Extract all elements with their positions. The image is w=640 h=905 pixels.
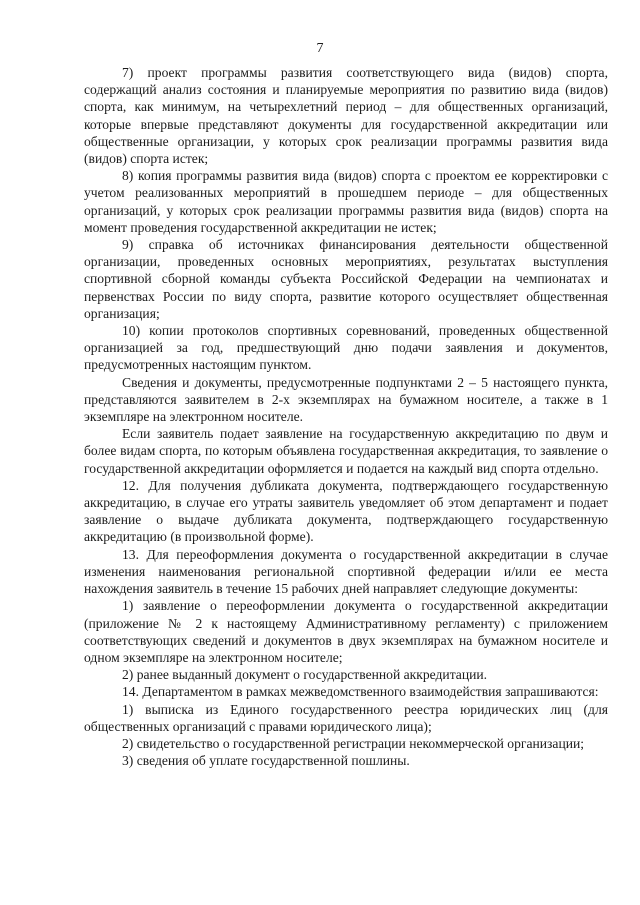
- document-body: [84, 64, 608, 769]
- paragraph-section-13-item-1: 1) заявление о переоформлении документа о государственной аккредитации (приложение № 2 к настоящему Административному регламенту) с приложением соответствующих сведений и документов в двух экземплярах на бумажном носителе и одном экземпляре на электронном носителе;: [84, 598, 608, 665]
- paragraph-item-10: 10) копии протоколов спортивных соревнований, проведенных общественной организацией за год, предшествующий дню подачи заявления и документов, предусмотренных настоящим пунктом.: [84, 323, 608, 373]
- paragraph-section-14: 14. Департаментом в рамках межведомственного взаимодействия запрашиваются:: [122, 684, 599, 700]
- paragraph-item-7: 7) проект программы развития соответствующего вида (видов) спорта, содержащий анализ состояния и планируемые мероприятия по развитию вида (видов) спорта, как минимум, на четырехлетний период – для общественных организаций, которые впервые представляют документы для государственной аккредитации или общественные организации, у которых срок реализации программы развития вида (видов) спорта истек;: [84, 65, 608, 167]
- paragraph-multiple-sports: Если заявитель подает заявление на государственную аккредитацию по двум и более видам спорта, по которым объявлена государственная аккредитация, то заявление о государственной аккредитации оформляется и подается на каждый вид спорта отдельно.: [84, 426, 608, 476]
- paragraph-item-8: 8) копия программы развития вида (видов) спорта с проектом ее корректировки с учетом реализованных мероприятий в прошедшем периоде – для общественных организаций, у которых срок реализации программы развития вида (видов) спорта на момент проведения государственной аккредитации не истек;: [84, 168, 608, 235]
- page-number: 7: [316, 41, 324, 56]
- paragraph-section-12: 12. Для получения дубликата документа, подтверждающего государственную аккредитацию, в случае его утраты заявитель уведомляет об этом департамент и подает заявление о выдаче дубликата документа, подтверждающего государственную аккредитацию (в произвольной форме).: [84, 477, 608, 545]
- paragraph-section-14-item-2: 2) свидетельство о государственной регистрации некоммерческой организации;: [122, 735, 585, 751]
- paragraph-item-9: 9) справка об источниках финансирования деятельности общественной организации, проведенных основных мероприятиях, результатах выступления спортивной сборной команды субъекта Российской Федерации на чемпионатах и первенствах России по виду спорта, развитие которого осуществляет общественная организация;: [84, 237, 608, 321]
- paragraph-documents-copies: Сведения и документы, предусмотренные подпунктами 2 – 5 настоящего пункта, представляются заявителем в 2-х экземплярах на бумажном носителе, а также в 1 экземпляре на электронном носителе.: [84, 374, 608, 425]
- paragraph-section-14-item-1: 1) выписка из Единого государственного реестра юридических лиц (для общественных организаций с правами юридического лица);: [84, 701, 608, 734]
- paragraph-section-13: 13. Для переоформления документа о государственной аккредитации в случае изменения наименования региональной спортивной федерации и/или ее места нахождения заявитель в течение 15 рабочих дней направляет следующие документы:: [84, 546, 608, 597]
- paragraph-section-14-item-3: 3) сведения об уплате государственной пошлины.: [122, 753, 410, 769]
- paragraph-section-13-item-2: 2) ранее выданный документ о государственной аккредитации.: [122, 667, 488, 683]
